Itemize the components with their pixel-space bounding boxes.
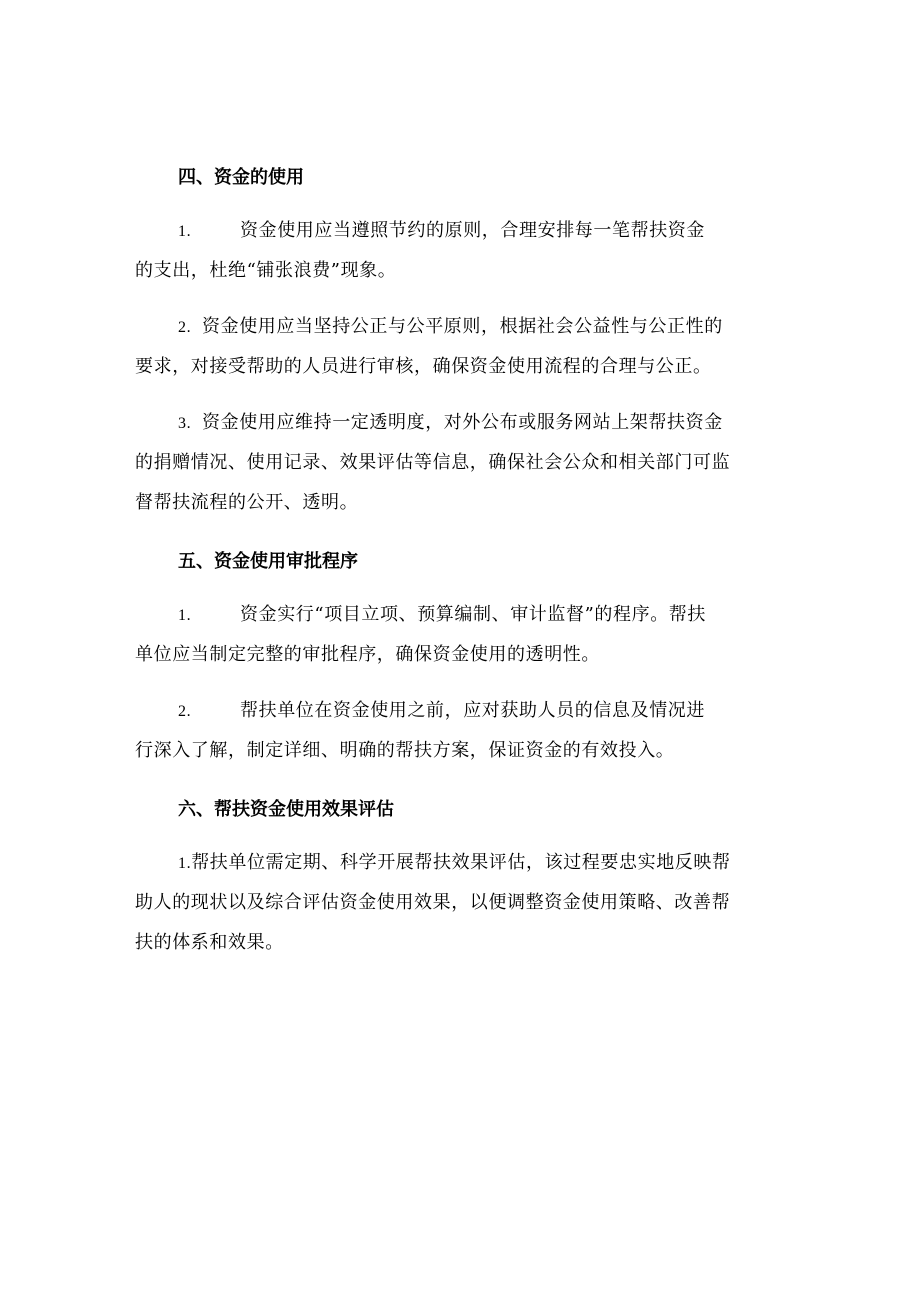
paragraph-line: 的支出，杜绝“铺张浪费”现象。 [135, 260, 397, 281]
paragraph-line [135, 211, 775, 251]
paragraph-4-2 [135, 307, 775, 387]
paragraph-line [135, 403, 775, 443]
paragraph-4-3 [135, 403, 775, 523]
paragraph-line: 助人的现状以及综合评估资金使用效果，以便调整资金使用策略、改善帮 [135, 892, 731, 913]
item-number: 1. [178, 855, 192, 872]
paragraph-4-1 [135, 211, 775, 291]
paragraph-5-1 [135, 595, 775, 675]
paragraph-text: 帮扶单位在资金使用之前，应对获助人员的信息及情况进 [240, 700, 705, 721]
section-heading-5: 五、资金使用审批程序 [178, 551, 358, 572]
item-number: 1. [178, 223, 192, 240]
paragraph-text: 资金使用应维持一定透明度，对外公布或服务网站上架帮扶资金 [202, 412, 723, 433]
item-number: 1. [178, 607, 192, 624]
paragraph-line [135, 307, 775, 347]
section-heading-4: 四、资金的使用 [178, 167, 304, 188]
paragraph-text: 帮扶单位需定期、科学开展帮扶效果评估，该过程要忠实地反映帮 [191, 852, 731, 873]
paragraph-line [135, 843, 775, 883]
paragraph-line: 要求，对接受帮助的人员进行审核，确保资金使用流程的合理与公正。 [135, 356, 712, 377]
paragraph-text: 资金使用应当坚持公正与公平原则，根据社会公益性与公正性的 [202, 316, 723, 337]
item-number: 2. [178, 319, 192, 336]
item-number: 3. [178, 415, 192, 432]
paragraph-text: 资金实行“项目立项、预算编制、审计监督”的程序。帮扶 [240, 604, 707, 625]
item-number: 2. [178, 703, 192, 720]
paragraph-line: 单位应当制定完整的审批程序，确保资金使用的透明性。 [135, 644, 600, 665]
paragraph-text: 资金使用应当遵照节约的原则，合理安排每一笔帮扶资金 [240, 220, 705, 241]
paragraph-6-1 [135, 843, 775, 963]
paragraph-5-2 [135, 691, 775, 771]
paragraph-line: 扶的体系和效果。 [135, 932, 284, 953]
section-heading-6: 六、帮扶资金使用效果评估 [178, 799, 394, 820]
paragraph-line [135, 691, 775, 731]
paragraph-line: 的捐赠情况、使用记录、效果评估等信息，确保社会公众和相关部门可监 [135, 452, 731, 473]
paragraph-line: 督帮扶流程的公开、透明。 [135, 492, 359, 513]
paragraph-line: 行深入了解，制定详细、明确的帮扶方案，保证资金的有效投入。 [135, 740, 675, 761]
paragraph-line [135, 595, 775, 635]
